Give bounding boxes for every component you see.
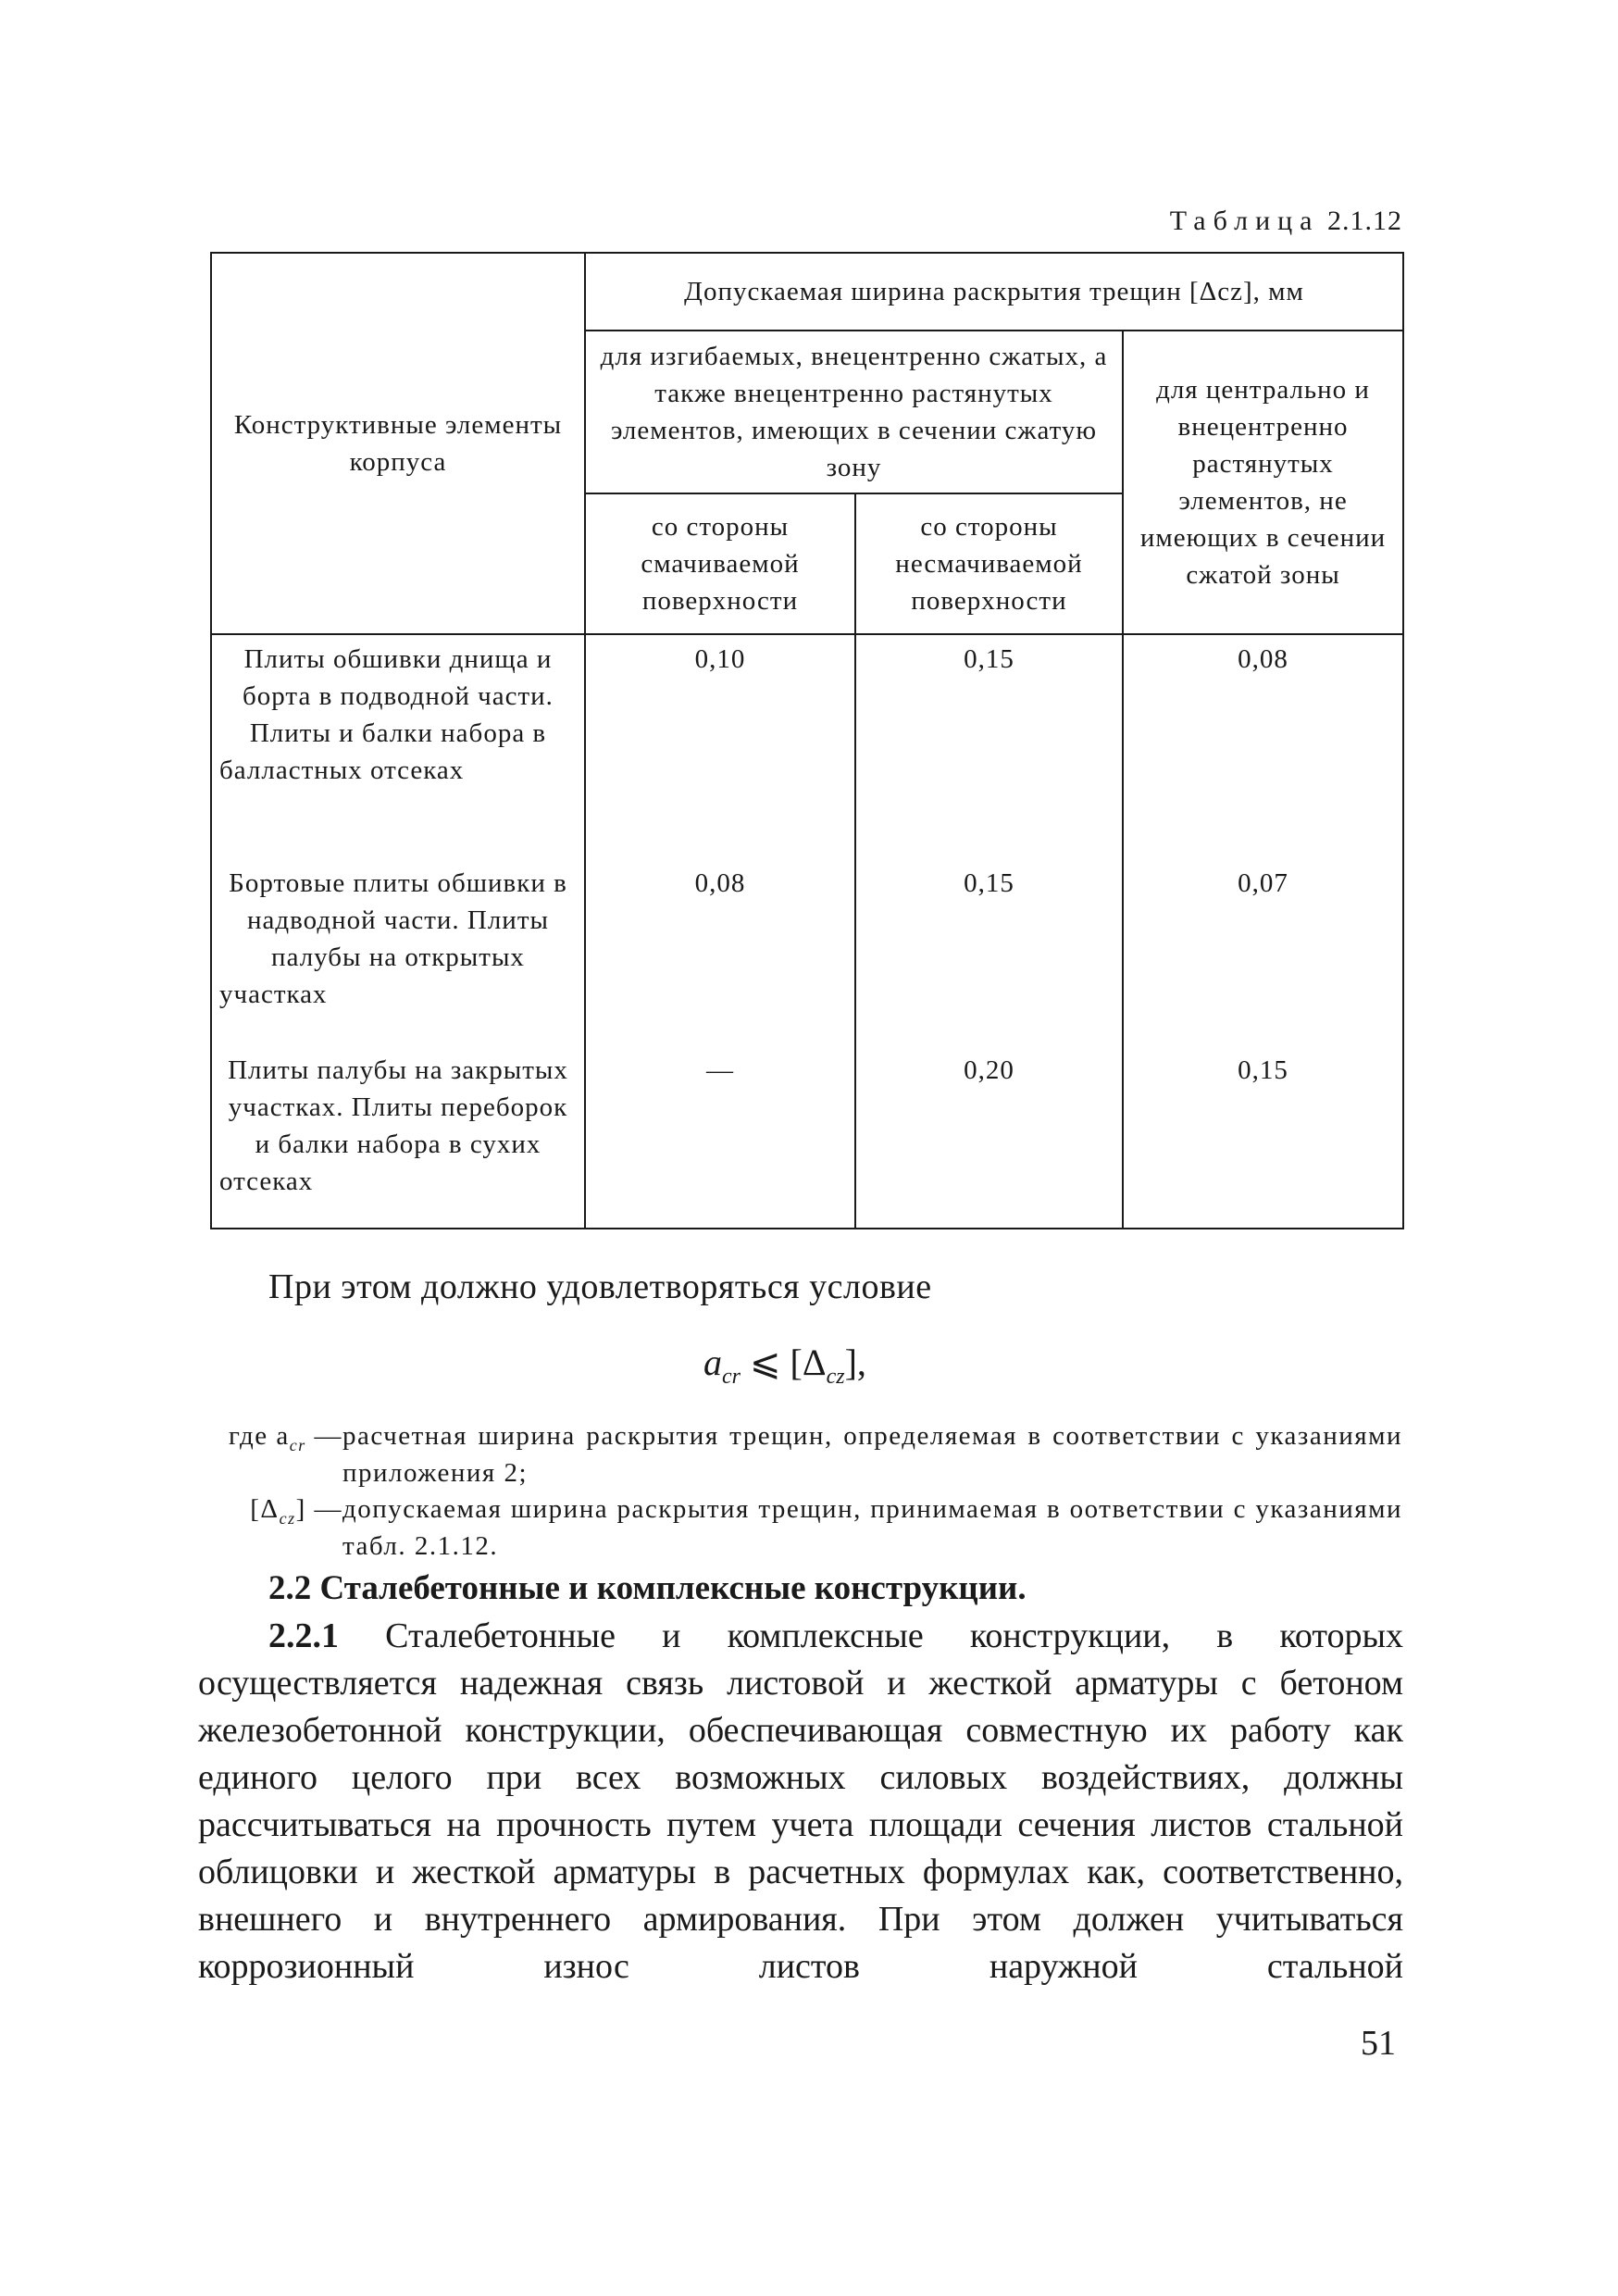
paragraph-number: 2.2.1	[268, 1616, 339, 1655]
cell-wetted: —	[585, 1046, 855, 1229]
cell-unwetted: 0,15	[855, 634, 1123, 859]
where-term: $[\Delta_{cz}]$ —	[250, 1494, 342, 1528]
table-caption-word: Таблица	[1169, 206, 1320, 236]
where-item	[194, 1417, 1402, 1491]
page-number: 51	[1361, 2024, 1396, 2063]
paragraph-2-2-1	[198, 1613, 1403, 1990]
table-row	[211, 1046, 1403, 1229]
cell-central: 0,07	[1123, 859, 1403, 1046]
header-allowable-width: Допускаемая ширина раскрытия трещин [Δcz], мм	[585, 253, 1403, 331]
section-title: 2.2 Сталебетонные и комплексные конструкции.	[268, 1569, 1027, 1607]
header-unwetted-side: со стороны несмачиваемой поверхности	[855, 493, 1123, 634]
formula-rhs-sub: cz	[826, 1365, 845, 1389]
table-row	[211, 634, 1403, 859]
where-definition: допускаемая ширина раскрытия трещин, принимаемая в оответствии с указаниями табл. 2.1.12.	[342, 1494, 1402, 1561]
header-wetted-side: со стороны смачиваемой поверхности	[585, 493, 855, 634]
table-caption-number: 2.1.12	[1327, 206, 1402, 236]
header-elements: Конструктивные элементы корпуса	[211, 253, 585, 634]
formula	[703, 1341, 866, 1390]
cell-central: 0,15	[1123, 1046, 1403, 1229]
formula-relation: ⩽ [Δ	[741, 1341, 827, 1383]
formula-lhs-sub: cr	[722, 1365, 741, 1389]
paragraph-text: Сталебетонные и комплексные конструкции, в которых осуществляется надежная связь листовой и жесткой арматуры с бетоном железобетонной конструкции, обеспечивающая совместную их работу как единого целого при всех возможных силовых воздействиях, должны рассчитываться на прочность путем учета площади сечения листов стальной облицовки и жесткой арматуры в расчетных формулах как, соответственно, внешнего и внутреннего армирования. При этом должен учитываться коррозионный износ листов наружной стальной	[198, 1616, 1403, 1986]
condition-text: При этом должно удовлетворяться условие	[268, 1267, 932, 1306]
table-caption	[926, 206, 1402, 237]
header-central-tension: для центрально и внецентренно растянутых элементов, не имеющих в сечении сжатой зоны	[1123, 331, 1403, 634]
cell-wetted: 0,08	[585, 859, 855, 1046]
crack-width-table	[210, 252, 1404, 1229]
where-definition: расчетная ширина раскрытия трещин, определяемая в соответствии с указаниями приложения 2;	[342, 1421, 1402, 1488]
row-element: Плиты обшивки днища и борта в подводной части. Плиты и балки набора в балластных отсеках	[211, 634, 585, 859]
cell-wetted: 0,10	[585, 634, 855, 859]
cell-central: 0,08	[1123, 634, 1403, 859]
where-item	[194, 1491, 1402, 1565]
where-term: где $a_{cr}$ —	[229, 1421, 342, 1454]
row-element: Плиты палубы на закрытых участках. Плиты переборок и балки набора в сухих отсеках	[211, 1046, 585, 1229]
cell-unwetted: 0,15	[855, 859, 1123, 1046]
formula-tail: ],	[844, 1341, 866, 1383]
table-row	[211, 859, 1403, 1046]
cell-unwetted: 0,20	[855, 1046, 1123, 1229]
row-element: Бортовые плиты обшивки в надводной части. Плиты палубы на открытых участках	[211, 859, 585, 1046]
formula-lhs: a	[703, 1341, 722, 1383]
header-bending-elements: для изгибаемых, внецентренно сжатых, а также внецентренно растянутых элементов, имеющих в сечении сжатую зону	[585, 331, 1123, 493]
